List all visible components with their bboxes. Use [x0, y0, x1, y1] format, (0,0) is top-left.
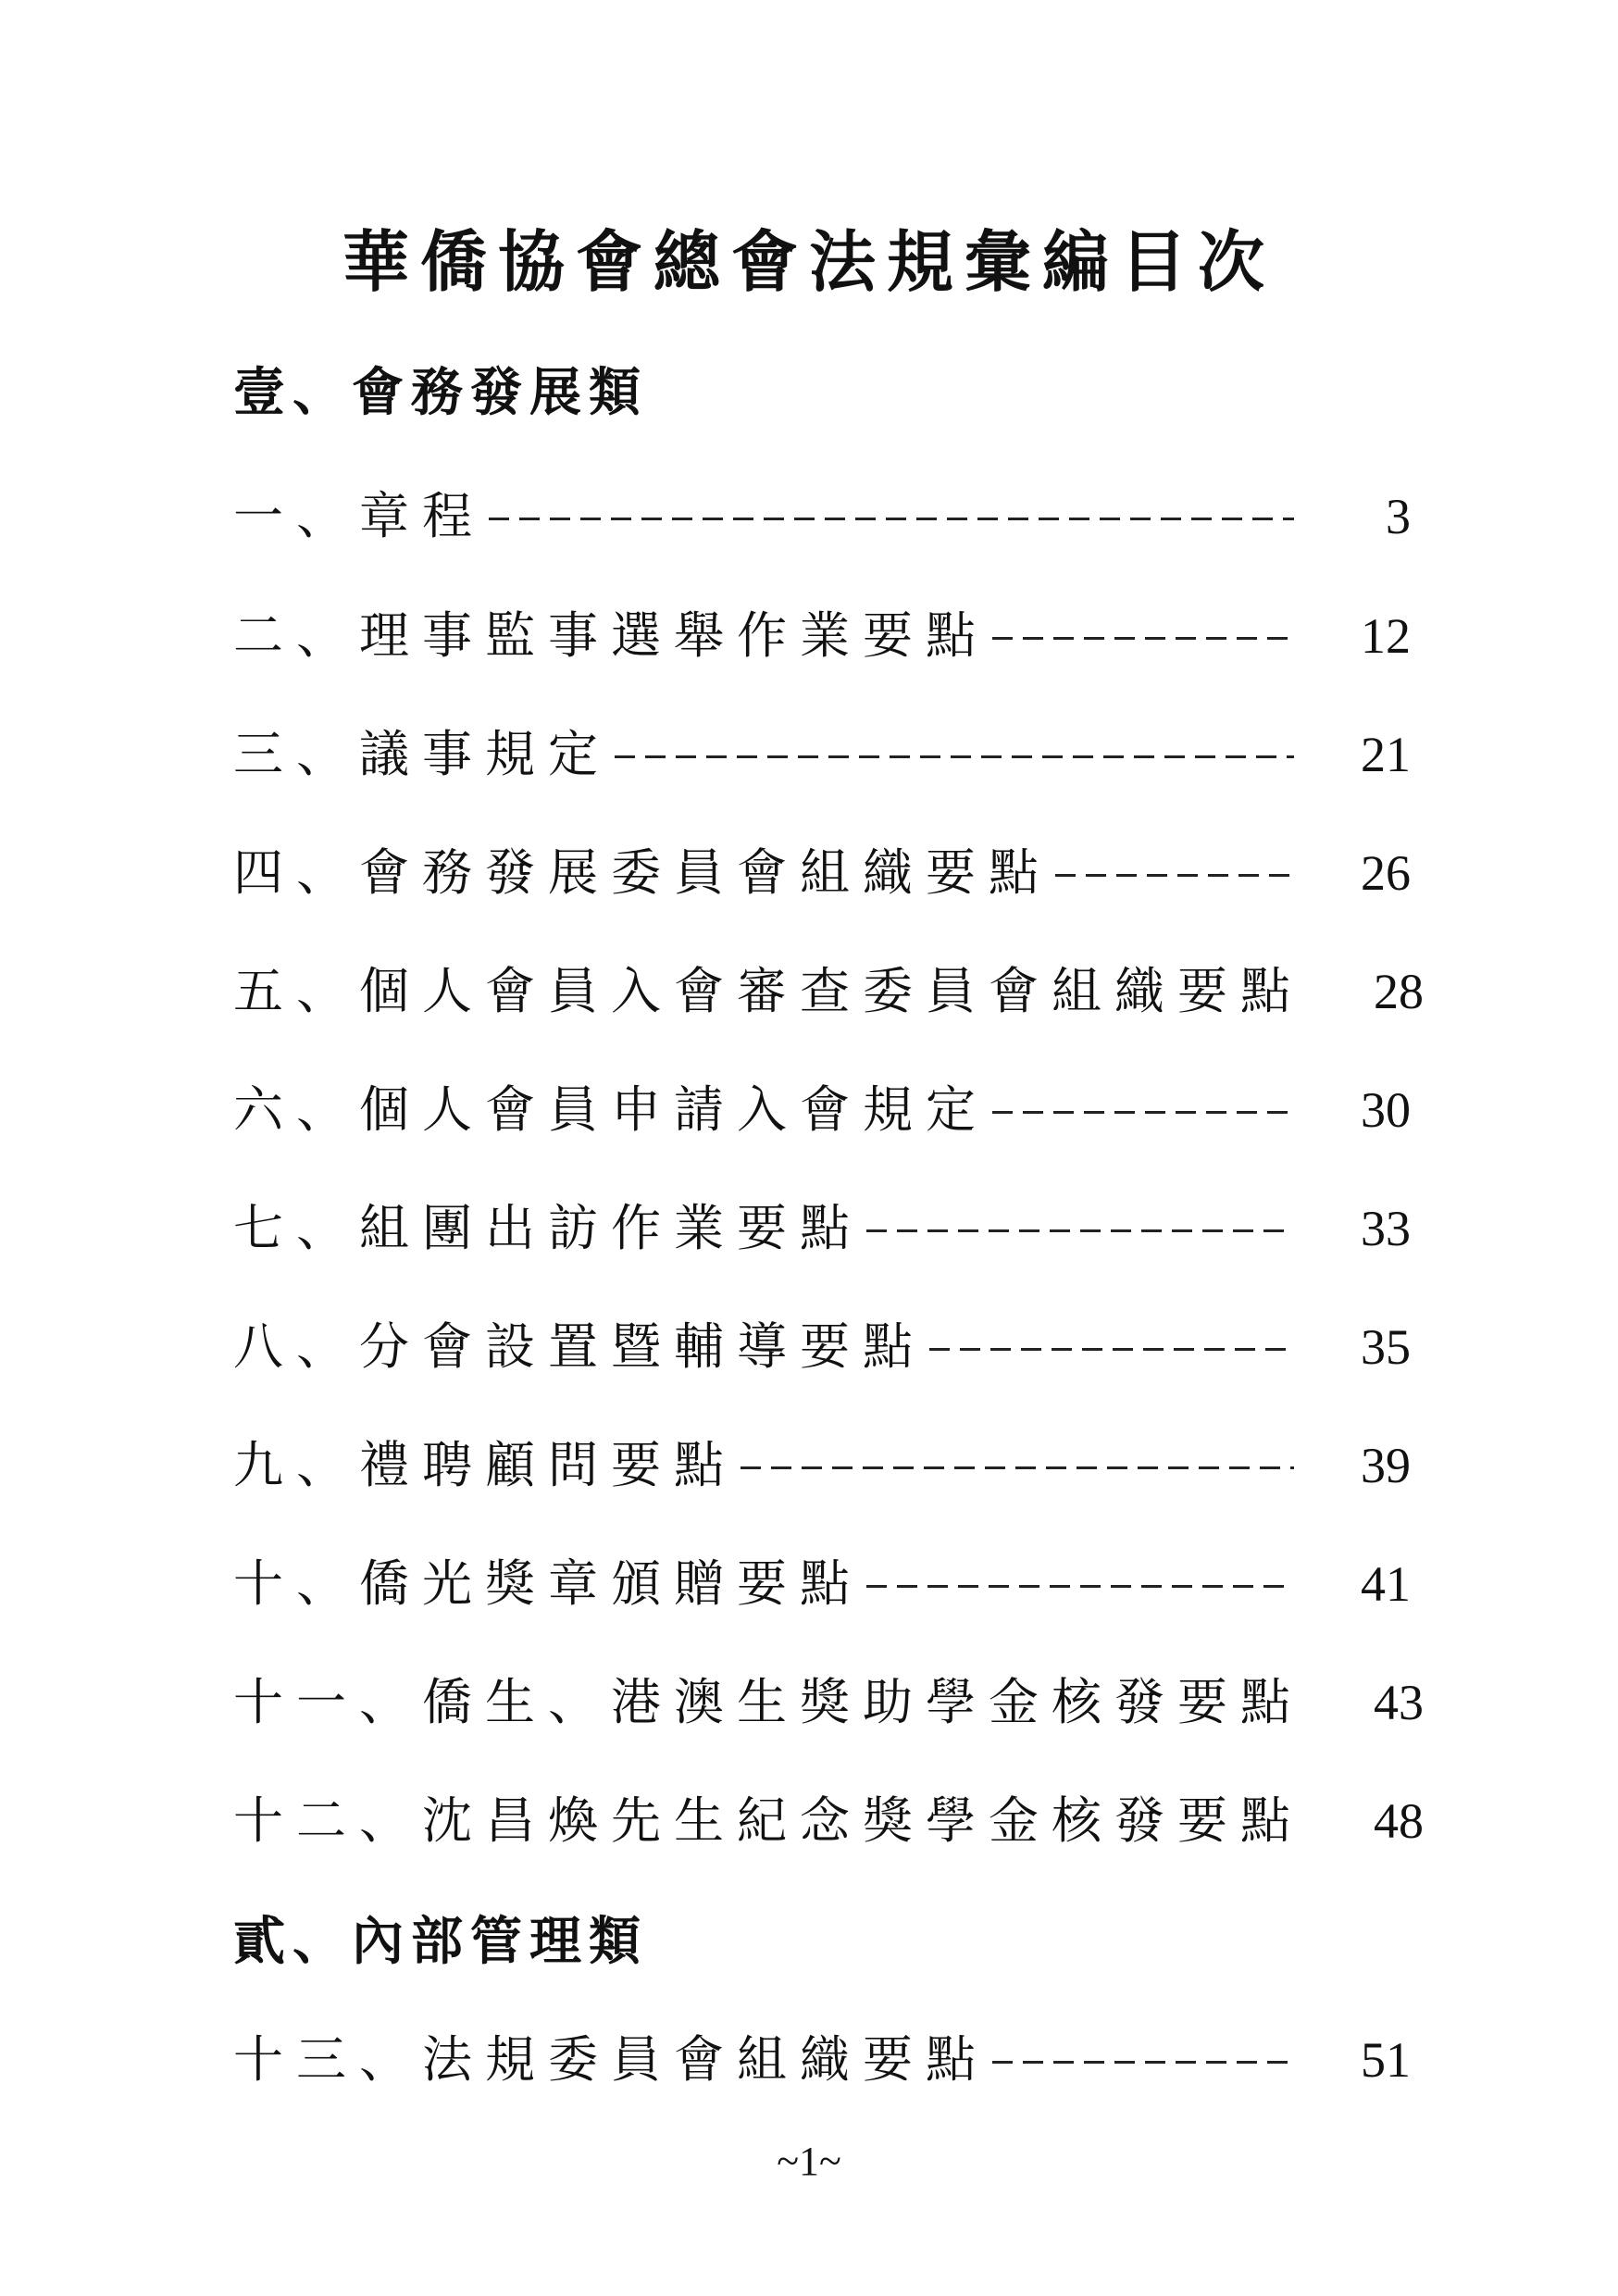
- dash-leader: [866, 1229, 1294, 1232]
- toc-entry: [233, 484, 1411, 549]
- toc-entry-label: 五、個人會員入會審查委員會組織要點: [233, 962, 1303, 1020]
- toc-page-number: 51: [1361, 2032, 1411, 2088]
- toc-entry: [233, 2028, 1411, 2092]
- section-heading-1: 壹、會務發展類: [233, 363, 648, 423]
- toc-page-number: 3: [1386, 489, 1411, 544]
- toc-entry-label: 十一、僑生、港澳生獎助學金核發要點: [233, 1673, 1303, 1731]
- toc-entry: [233, 1078, 1411, 1142]
- dash-leader: [992, 637, 1294, 640]
- toc-page-number: 33: [1361, 1201, 1411, 1256]
- dash-leader: [992, 1111, 1294, 1114]
- toc-entry-label: 二、理事監事選舉作業要點: [233, 606, 989, 665]
- page-title: 華僑協會總會法規彙編目次: [342, 223, 1276, 301]
- toc-entry: [233, 841, 1411, 905]
- toc-entry-label: 七、組團出訪作業要點: [233, 1199, 863, 1257]
- toc-page-number: 48: [1374, 1793, 1424, 1849]
- toc-entry-label: 十三、法規委員會組織要點: [233, 2030, 989, 2089]
- toc-entry: [233, 722, 1411, 787]
- toc-entry: [233, 1433, 1411, 1498]
- toc-page-number: 28: [1374, 964, 1424, 1019]
- toc-entry: [233, 1789, 1424, 1853]
- toc-entry-label: 三、議事規定: [233, 725, 611, 783]
- dash-leader: [866, 1585, 1294, 1588]
- toc-page-number: 21: [1361, 727, 1411, 782]
- toc-entry: [233, 604, 1411, 668]
- toc-page-number: 12: [1361, 608, 1411, 664]
- toc-entry-label: 十二、沈昌煥先生紀念獎學金核發要點: [233, 1791, 1303, 1850]
- toc-entry: [233, 1670, 1424, 1735]
- toc-entry-label: 一、章程: [233, 487, 485, 545]
- section-heading-2: 貳、內部管理類: [233, 1912, 648, 1972]
- toc-entry: [233, 1552, 1411, 1616]
- toc-page-number: 39: [1361, 1438, 1411, 1493]
- toc-page-number: 30: [1361, 1082, 1411, 1138]
- toc-entry-label: 九、禮聘顧問要點: [233, 1436, 737, 1494]
- toc-page-number: 35: [1361, 1319, 1411, 1375]
- toc-page-number: 41: [1361, 1556, 1411, 1612]
- dash-leader: [489, 518, 1294, 520]
- toc-entry-label: 四、會務發展委員會組織要點: [233, 843, 1052, 902]
- toc-entry-label: 十、僑光獎章頒贈要點: [233, 1554, 863, 1613]
- toc-page-number: 26: [1361, 845, 1411, 901]
- dash-leader: [992, 2061, 1294, 2064]
- toc-entry-label: 八、分會設置暨輔導要點: [233, 1317, 926, 1376]
- dash-leader: [741, 1466, 1294, 1469]
- page-number-footer: ~1~: [777, 2139, 841, 2184]
- toc-entry: [233, 1315, 1411, 1379]
- dash-leader: [615, 755, 1294, 758]
- dash-leader: [929, 1348, 1294, 1351]
- dash-leader: [1055, 874, 1294, 877]
- toc-entry: [233, 1196, 1411, 1261]
- toc-entry: [233, 959, 1424, 1024]
- toc-page-number: 43: [1374, 1675, 1424, 1730]
- toc-entry-label: 六、個人會員申請入會規定: [233, 1080, 989, 1139]
